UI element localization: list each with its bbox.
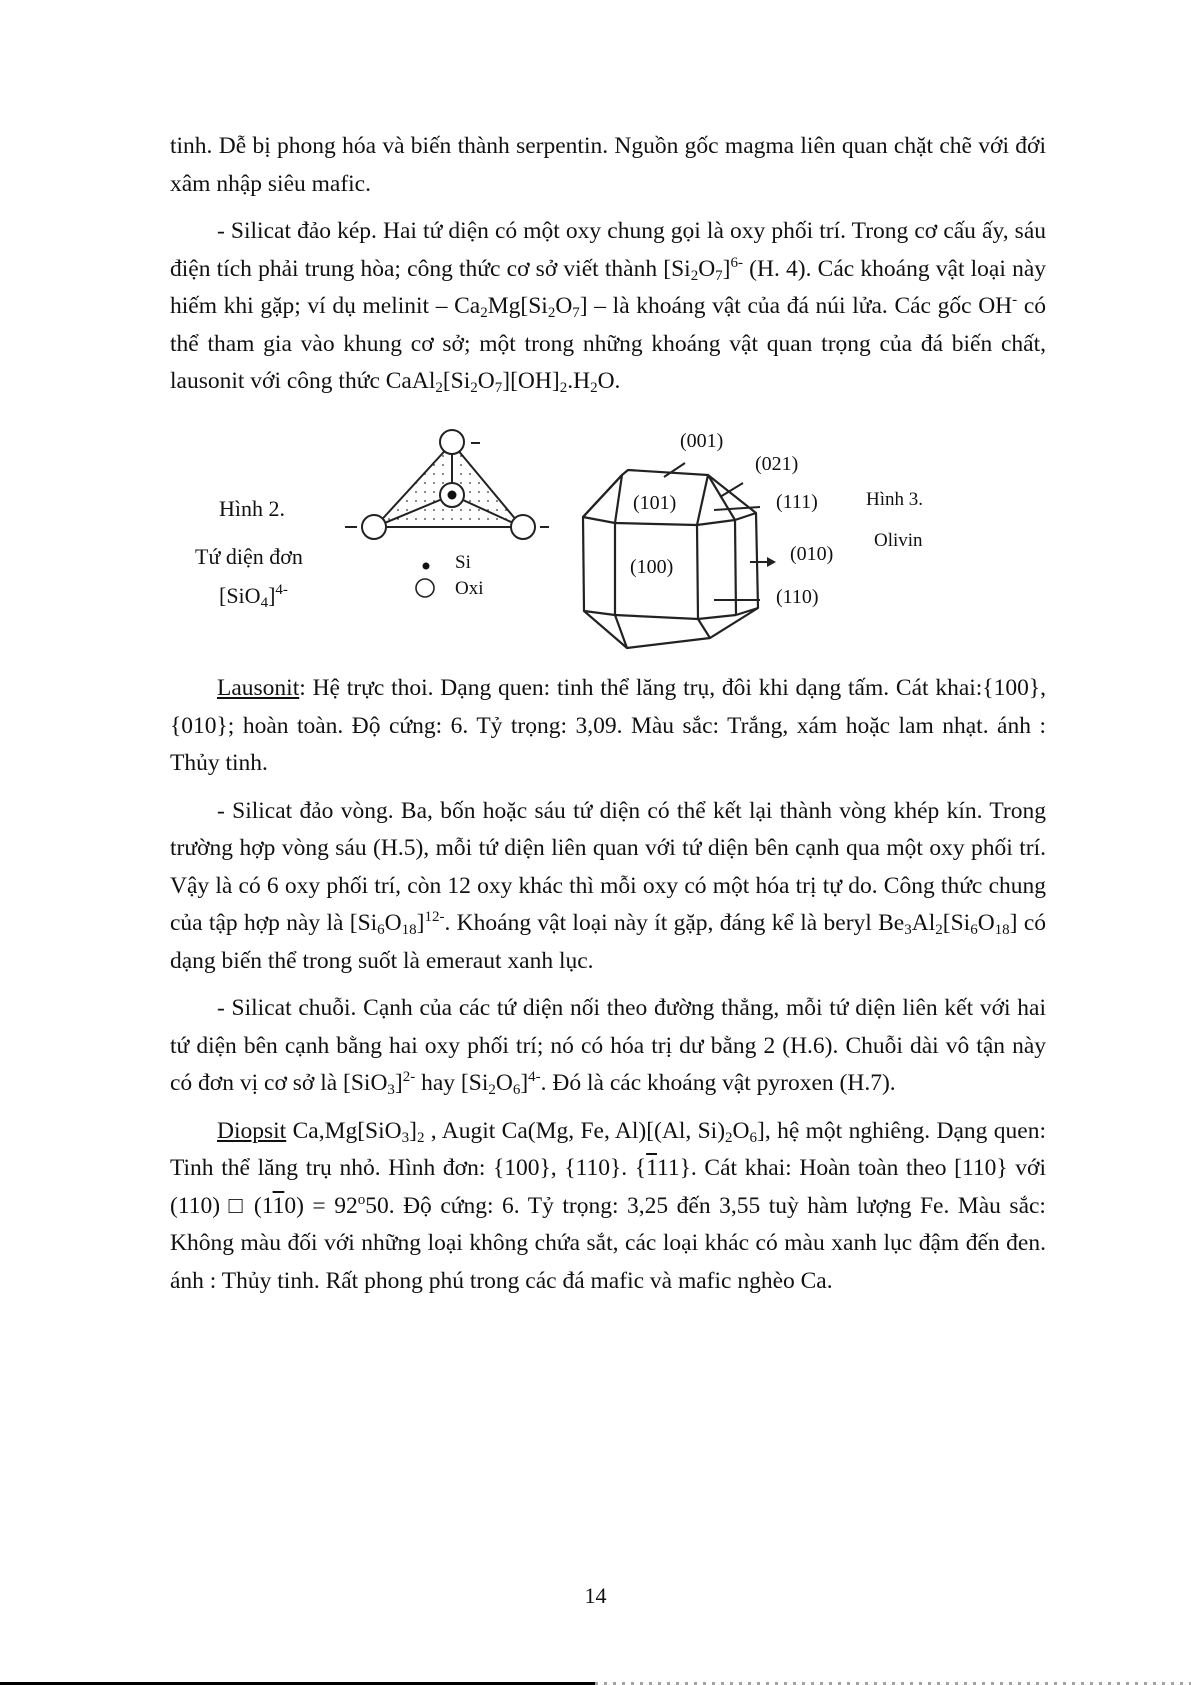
figure3-caption-title: Hình 3. [866,489,923,510]
legend-oxi-label: Oxi [455,578,484,599]
page-number: 14 [584,1583,607,1608]
figure2-caption-subtitle: Tứ diện đơn [195,544,303,569]
face-label-101: (101) [633,492,677,514]
olivin-crystal-diagram [560,410,900,660]
face-label-001: (001) [680,430,724,452]
legend-si-dot-icon [423,563,430,570]
oxygen-atom-top [440,430,464,454]
figure2-formula: $[SiO_4]^{4-}$ [219,582,288,611]
legend-si-label: Si [455,552,471,573]
face-label-010: (010) [790,543,834,565]
paragraph: - Silicat chuỗi. Cạnh của các tứ diện nối theo đường thẳng, mỗi tứ diện liên kết với hai tứ diện bên cạnh bằng hai oxy phối trí; nó có hóa trị dư bằng 2 (H.6). Chuỗi dài vô tận này có đơn vị cơ sở là $[SiO_3]^{2-}$ hay $[Si_2O_6]^{4-}$. Đó là các khoáng vật pyroxen (H.7). [170,995,1046,1098]
oxygen-atom-right [511,515,535,539]
legend-oxi-circle-icon [416,579,434,597]
paragraph: Diopsit $Ca,Mg[SiO_3]_2$ , Augit Ca(Mg, Fe, Al)[(Al, $Si)_2O_6$], hệ một nghiêng. Dạng quen: Tinh thể lăng trụ nhỏ. Hình đơn: {100}, {110}. {111}. Cát khai: Hoàn toàn theo [110} với (110) □ $(110) = 92^o50$. Độ cứng: 6. Tỷ trọng: 3,25 đến 3,55 tuỳ hàm lượng Fe. Màu sắc: Không màu đối với những loại không chứa sắt, các loại khác có màu xanh lục đậm đến đen. ánh : Thủy tinh. Rất phong phú trong các đá mafic và mafic nghèo Ca. [170,1117,1046,1294]
page-body-bottom [170,670,1046,1300]
figure3-caption-subtitle: Olivin [874,530,923,551]
paragraph: - Silicat đảo kép. Hai tứ diện có một oxy chung gọi là oxy phối trí. Trong cơ cấu ấy, sáu điện tích phải trung hòa; công thức cơ sở viết thành $[Si_2O_7]^{6-}$ (H. 4). Các khoáng vật loại này hiếm khi gặp; ví dụ melinit – $Ca_2Mg[Si_2O_7]$ – là khoáng vật của đá núi lửa. Các gốc OH- có thể tham gia vào khung cơ sở; một trong những khoáng vật quan trọng của đá biến chất, lausonit với công thức $CaAl_2[Si_2O_7][OH]_2.H_2O$. [170,218,1047,396]
oxygen-atom-left [362,515,386,539]
paragraph: tinh. Dễ bị phong hóa và biến thành serpentin. Nguồn gốc magma liên quan chặt chẽ với đới xâm nhập siêu mafic. [170,133,1046,197]
page-body-top [170,128,1046,401]
tetrahedron-diagram [340,425,570,600]
face-label-110: (110) [776,586,819,608]
silicon-atom [448,491,457,500]
face-label-021: (021) [755,453,799,475]
paragraph: - Silicat đảo vòng. Ba, bốn hoặc sáu tứ diện có thể kết lại thành vòng khép kín. Trong trường hợp vòng sáu (H.5), mỗi tứ diện liên quan với tứ diện bên cạnh qua một oxy phối trí. Vậy là có 6 oxy phối trí, còn 12 oxy khác thì mỗi oxy có một hóa trị tự do. Công thức chung của tập hợp này là $[Si_6O_{18}]^{12-}$. Khoáng vật loại này ít gặp, đáng kể là beryl $Be_3Al_2[Si_6O_{18}]$ có dạng biến thể trong suốt là emeraut xanh lục. [170,797,1046,974]
oxygen-atom-center [440,483,464,507]
figure2-caption-title: Hình 2. [219,496,285,521]
face-label-100: (100) [630,556,674,578]
face-label-111: (111) [776,491,818,513]
paragraph: Lausonit: Hệ trực thoi. Dạng quen: tinh thể lăng trụ, đôi khi dạng tấm. Cát khai:{100}, {010}; hoàn toàn. Độ cứng: 6. Tỷ trọng: 3,09. Màu sắc: Trắng, xám hoặc lam nhạt. ánh : Thủy tinh. [170,675,1046,776]
arrow-icon [767,557,776,567]
